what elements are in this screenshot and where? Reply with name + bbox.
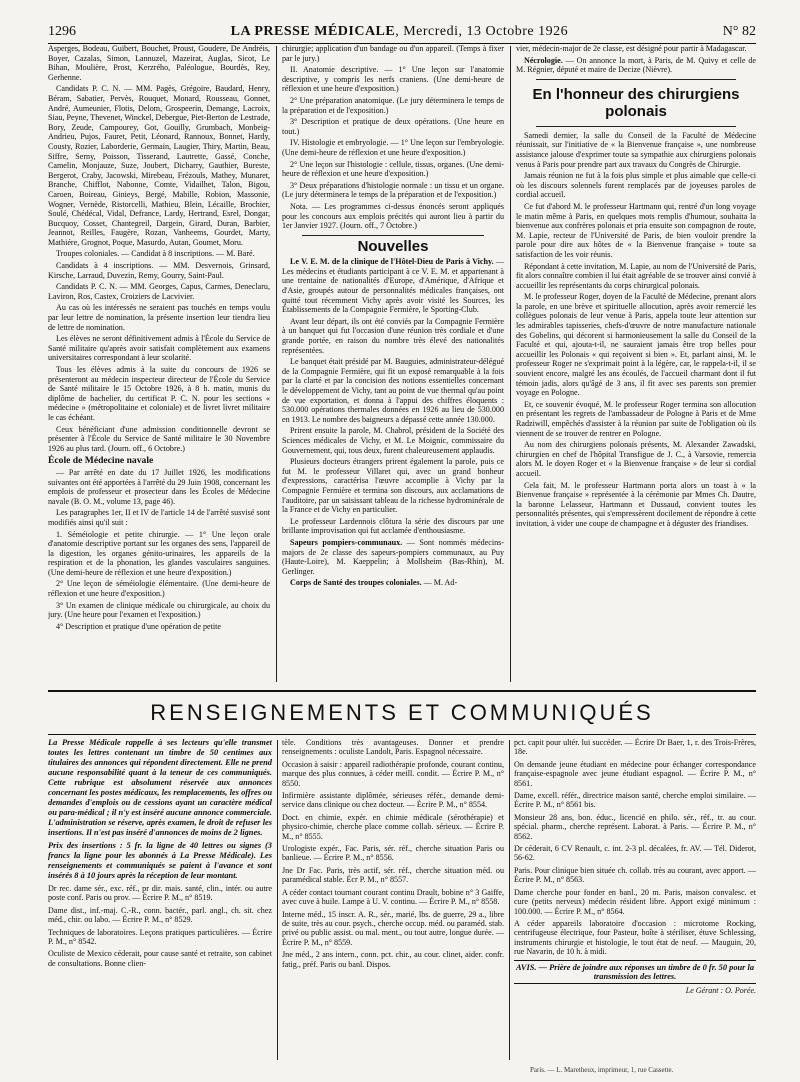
paragraph: chirurgie; application d'un bandage ou d'un appareil. (Temps à fixer par le jury.) bbox=[282, 44, 504, 63]
notice-text: La Presse Médicale rappelle à ses lecteurs qu'elle transmet toutes les lettres contenant un timbre de 50 centimes aux titulaires des annonces qui répondent directement. Elle ne prend aucune responsabilité quant à la teneur de ces communiqués. Cette rubrique est absolument réservée aux annonces concernant les postes médicaux, les remplacements, les offres ou demandes d'emplois ou de cessions ayant un caractère médical ou para-médical ; il n'y est inséré aucune annonce commerciale. L'administration se réserve, après examen, le droit de refuser les insertions. Il n'est pas inséré d'annonces de moins de 2 lignes. bbox=[48, 738, 272, 837]
column-divider bbox=[276, 46, 277, 682]
journal-name: LA PRESSE MÉDICALE bbox=[230, 24, 396, 39]
paragraph: Avant leur départ, ils ont été conviés par la Compagnie Fermière à un banquet qui fut l'occasion d'une réunion très cordiale et d'une grande portée, en raison du nombre très élevé des nationalités représentées. bbox=[282, 316, 504, 355]
classified-ad: Dr céderait, 6 CV Renault, c. int. 2-3 pl. décalées, fr. AV. — Tél. Diderot, 56-62. bbox=[514, 844, 756, 863]
item-heading: Sapeurs pompiers-communaux. bbox=[290, 537, 403, 547]
paragraph: Répondant à cette invitation, M. Lapie, au nom de l'Université de Paris, fit alors connaître combien il lui était agréable de se trouver ainsi convié à accueillir les représentants du corps chirurgical polonais. bbox=[516, 261, 756, 290]
paragraph: Plusieurs docteurs étrangers prirent également la parole, puis ce fut M. le professeur Villaret qui, avec un grand bonheur d'expressions, caractérisa l'œuvre accomplie à Vichy par la Compagnie Fermière et termina son discours, aux acclamations de l'auditoire, par un saisissant tableau de la richesse hydrominérale de la France et de Vichy en particulier. bbox=[282, 457, 504, 515]
paragraph: Ce fut d'abord M. le professeur Hartmann qui, rentré d'un long voyage le matin même à Paris, en quelques mots remplis d'humour, souhaita la bienvenue aux confrères polonais et pria ensuite son compagnon de route, M. Lapie, recteur de l'Université de Paris, de bien vouloir prendre la parole pour dire aux hôtes de « la Bienvenue française » toute sa satisfaction de les voir réunis. bbox=[516, 201, 756, 259]
banner-rule-bottom bbox=[48, 734, 756, 735]
page-number: 1296 bbox=[48, 24, 76, 39]
paragraph: 2° Une préparation anatomique. (Le jury déterminera le temps de la préparation et de l'exposition.) bbox=[282, 95, 504, 115]
paragraph bbox=[516, 56, 756, 75]
classified-ad: Oculiste de Mexico céderait, pour cause santé et retraite, son cabinet de consultations. Bonne clien- bbox=[48, 949, 272, 968]
paragraph: M. le professeur Roger, doyen de la Faculté de Médecine, prenant alors la parole, en une brève et spirituelle allocution, après avoir remercié les collègues polonais de leur venue à Paris, appela toute leur attention sur les admirables tapisseries, chefs-d'œuvre de notre manufacture nationale des Gobelins, qui décorent si harmonieusement la salle du Conseil de la Faculté et qui, ajouta-t-il, ne sauraient jamais être trop belles pour accueillir les Polonais « qui reçoivent si bien ». Et, parlant ainsi, M. le professeur Roger ne s'exprimait point à la légère, car, le rappela-t-il, il se souvient encore, malgré les ans écoulés, de l'accueil charmant dont il fut témoin jadis, alors qu'âgé de 3 ans, il fit avec ses parents son premier voyage en Pologne. bbox=[516, 292, 756, 398]
item-text: — M. Ad- bbox=[423, 578, 458, 588]
classifieds-column-1 bbox=[48, 738, 272, 1062]
paragraph: Tous les élèves admis à la suite du concours de 1926 se présenteront au médecin inspecteur directeur de l'École du Service de Santé militaire le 15 Octobre 1926, à 8 h. matin, munis du diplôme de bachelier, du certificat P. C. N. pour les sections « médecine » (métropolitaine et coloniale) et de livret livret militaire le cas échéant. bbox=[48, 365, 270, 422]
paragraph: II. Anatomie descriptive. — 1° Une leçon sur l'anatomie descriptive, y compris les nerfs craniens. (Une demi-heure de réflexion et une heure d'exposition.) bbox=[282, 65, 504, 94]
issue-number: N° 82 bbox=[722, 24, 756, 39]
classified-ad: Doct. en chimie, expér. en chimie médicale (sérothérapie) et physico-chimie, cherche place comme collab. sérieux. — Écrire P. M., n° 8555. bbox=[282, 812, 504, 841]
paragraph: Candidats à 4 inscriptions. — MM. Desvernois, Grinsard, Kirsche, Larraud, Duvezin, Remy, Gourry, Saint-Paul. bbox=[48, 261, 270, 280]
classifieds-column-2 bbox=[282, 738, 504, 1062]
paragraph: Les paragraphes 1er, II et IV de l'article 14 de l'arrêté susvisé sont modifiés ainsi qu'il suit : bbox=[48, 508, 270, 527]
classified-ad: Techniques de laboratoires. Leçons pratiques particulières. — Écrire P. M., n° 8542. bbox=[48, 927, 272, 947]
issue-date: , Mercredi, 13 Octobre 1926 bbox=[395, 24, 569, 39]
section-title-honneur: En l'honneur des chirurgiens polonais bbox=[532, 85, 740, 120]
classified-ad: tèle. Conditions très avantageuses. Donner et prendre renseignements : oculiste Landolt, Paris. Espagnol nécessaire. bbox=[282, 738, 504, 757]
manager-signature: Le Gérant : O. Porée. bbox=[685, 986, 756, 996]
paragraph: 3° Un examen de clinique médicale ou chirurgicale, au choix du jury. (Une heure pour l'examen et l'exposition.) bbox=[48, 600, 270, 620]
classified-ad: Infirmière assistante diplômée, sérieuses référ., demande demi-service dans clinique ou chez docteur. — Écrire P. M., n° 8554. bbox=[282, 791, 504, 810]
item-text: — Les médecins et étudiants participant à ce V. E. M. et appartenant à une trentaine de nationalités d'Europe, d'Amérique, d'Afrique et d'Asie, groupés autour de personnalités médicales françaises, ont quitté tout récemment Vichy après avoir visité les Sources, les Établissements de la Compagnie Fermière, le Sporting-Club. bbox=[282, 257, 504, 315]
paragraph: vier, médecin-major de 2e classe, est désigné pour partir à Madagascar. bbox=[516, 44, 747, 53]
classified-ad: On demande jeune étudiant en médecine pour échanger correspondance française-espagnole avec jeune étudiant espagnol. — Écrire P. M., n° 8561. bbox=[514, 759, 756, 788]
classifieds-column-3 bbox=[514, 738, 756, 1062]
paragraph: Le professeur Lardennois clôtura la série des discours par une brillante improvisation qui fut acclamée d'enthousiasme. bbox=[282, 516, 504, 536]
classified-ad: Dr rec. dame sér., exc. réf., pr dir. mais. santé, clin., intér. ou autre poste conf. Paris ou prov. — Écrire P. M., n° 8519. bbox=[48, 884, 272, 903]
classified-ad: Jne Dr Fac. Paris, très actif, sér. réf., cherche situation méd. ou paramédical stable. Écr P. M., n° 8557. bbox=[282, 865, 504, 885]
paragraph: Nota. — Les programmes ci-dessus énoncés seront appliqués pour les concours aux emplois précités qui auront lieu à partir du 1er Janvier 1927. (Journ. off., 7 Octobre.) bbox=[282, 201, 504, 231]
paragraph: Et, ce souvenir évoqué, M. le professeur Roger termina son allocution en présentant les regrets de l'ambassadeur de Pologne à Paris et de Mme Radziwill, empêchés d'assister à la réunion par suite de l'obligation où ils viennent de se trouver de rentrer en Pologne. bbox=[516, 399, 756, 438]
classified-ad: Dame cherche pour fonder en banl., 20 m. Paris, maison convalesc. et cure (petits nerveux) médecin résident libre. Apport exigé minimum : 100.000. — Écrire P. M., n° 8564. bbox=[514, 887, 756, 916]
classified-ad: Monsieur 28 ans, bon. éduc., licencié en philo. sér., réf., tr. au cour. spécial. pharm., cherche représent. Laborat. à Paris. — Écrire P. M., n° 8562. bbox=[514, 812, 756, 841]
paragraph: Samedi dernier, la salle du Conseil de la Faculté de Médecine réunissait, sur l'initiative de « la Bienvenue française », une nombreuse assistance jalouse d'exprimer toute sa sympathie aux chirurgiens polonais venus à Paris pour prendre part aux travaux du Congrès de Chirurgie. bbox=[516, 130, 756, 169]
paragraph: Au cas où les intéressés ne seraient pas touchés en temps voulu par leur lettre de nomination, la présente insertion leur tiendra lieu de lettre de nomination. bbox=[48, 303, 270, 332]
section-banner: RENSEIGNEMENTS ET COMMUNIQUÉS bbox=[150, 700, 654, 725]
paragraph: 4° Description et pratique d'une opération de petite bbox=[56, 621, 221, 631]
classified-ad: Paris. Pour clinique bien située ch. collab. très au courant, avec apport. — Écrire P. M., n° 8563. bbox=[514, 865, 756, 885]
page-header bbox=[48, 18, 756, 44]
column-3 bbox=[516, 44, 756, 684]
classified-ad: A céder appareils laboratoire d'occasion : microtome Rocking, centrifugeuse électrique, four Pasteur, boîte à stériliser, étuve Schlessing, instruments chirurgie et histologie, le tout état de neuf. — Mauguin, 20, rue Navarin, de 10 h. à midi. bbox=[514, 918, 756, 957]
section-title-nouvelles: Nouvelles bbox=[357, 237, 429, 255]
item-text: — Sont nommés médecins-majors de 2e classe des sapeurs-pompiers communaux, au Puy (Haute-Loire), M. Kaeppelin; à Mollsheim (Bas-Rhin), M. Gerlinger. bbox=[282, 537, 504, 576]
printer-line: Paris. — L. Maretheux, imprimeur, 1, rue Cassette. bbox=[530, 1066, 674, 1074]
price-text: Prix des insertions : 5 fr. la ligne de 40 lettres ou signes (3 francs la ligne pour les abonnés à La Presse Médicale). Les renseignements et communiqués se paient à l'avance et sont insérés 8 à 10 jours après la réception de leur montant. bbox=[48, 841, 272, 880]
section-heading: École de Médecine navale bbox=[48, 455, 154, 467]
paragraph: 1. Séméiologie et petite chirurgie. — 1° Une leçon orale d'anatomie descriptive portant sur les organes des sens, l'appareil de la digestion, les organes génito-urinaires, les appareils de la respiration et de la phonation, les glandes vasculaires sanguines. (Une demi-heure de réflexion et une heure d'exposition.) bbox=[48, 529, 270, 577]
divider bbox=[536, 126, 736, 127]
journal-title bbox=[231, 24, 569, 40]
item-heading: Le V. E. M. de la clinique de l'Hôtel-Dieu de Paris à Vichy. bbox=[290, 257, 494, 267]
paragraph: — Par arrêté en date du 17 Juillet 1926, les modifications suivantes ont été apportées à l'arrêté du 29 Juin 1908, concernant les emplois de professeur et prosecteur dans les Écoles de Médecine navale (B. O. M., volume 13, page 46). bbox=[48, 467, 270, 506]
item-heading: Nécrologie. bbox=[524, 55, 563, 65]
paragraph: Cela fait, M. le professeur Hartmann porta alors un toast à « la Bienvenue française » représentée à la cérémonie par Mmes Ch. Dautre, la baronne Lelasseur, Hartmann et Dussaud, convient toutes les personnalités présentes, qui s'empressèrent docilement de répondre à cette invitation, à vider une coupe de champagne et à déguster des friandises. bbox=[516, 480, 756, 528]
paragraph: IV. Histologie et embryologie. — 1° Une leçon sur l'embryologie. (Une demi-heure de réflexion et une heure d'exposition.) bbox=[282, 138, 504, 157]
item-text: — On annonce la mort, à Paris, de M. Quivy et celle de M. Régnier, député et maire de Decize (Nièvre). bbox=[516, 55, 756, 75]
paragraph: Candidats P. C. N. — MM. Pagès, Grégoire, Baudard, Henry, Béram, Sabatier, Pervès, Rouquet, Monard, Rousseau, Gonnet, André, Aumeunier, Flotis, Delom, Grospeerin, Demange, Lacroix, Siau, Peyne, Thevenet, Winckel, Debergue, Piet-Berton de Lestrade, Bory, Zeude, Campourey, Got, Gouilly, Grumbach, Monbeig-Andrieu, Pujos, Fauret, Petit, Léonard, Rannoux, Bonnet, Hardy, Cousty, Rozier, Laborderie, Germain, Laugier, Thiry, Martin, Beau, Siffre, Serny, Poisson, Tisserand, Lautrette, Gassé, Conche, Camelin, Monjauze, Suze, Joubert, Dicharry, Gauthier, Bureste, Bergerot, Craby, Jacowski, Mirebeau, Frézouls, Mathey, Munaret, Branche, Chifflot, Nabonne, Comte, Vidailhet, Talon, Bigou, Caroen, Boireau, Ginieys, Bergé, Mabille, Robion, Massonie, Wogner, Vernède, Ristorcelli, Mathieu, Blein, Lécaille, Brochier, Soulé, Chédécal, Vidal, Defrance, Lardy, Hertrand, Esrel, Dongar, Bucquoy, Cosset, Chantegreil, Dargein, Girard, Duran, Barbier, Jeannot, Reilles, Faugère, Rozan, Vanheems, Gourdet, Marty, Mathiére, Grognot, Poque, Masurdo, Autan, Goumet, Moru. bbox=[48, 84, 270, 247]
classified-ad: Occasion à saisir : appareil radiothérapie profonde, courant continu, marque des plus connues, à céder meill. condit. — Écrire P. M., n° 8550. bbox=[282, 759, 504, 788]
paragraph: Les élèves ne seront définitivement admis à l'École du Service de Santé militaire qu'après avoir satisfait complètement aux examens universitaires correspondant à leur scolarité. bbox=[48, 334, 270, 363]
paragraph: Troupes coloniales. — Candidat à 8 inscriptions. — M. Baré. bbox=[56, 249, 255, 259]
paragraph: 3° Description et pratique de deux opérations. (Une heure en tout.) bbox=[282, 117, 504, 136]
classified-ad: pct. capit pour ultér. lui succéder. — Écrire Dr Baer, 1, r. des Trois-Frères, 18e. bbox=[514, 738, 756, 757]
divider bbox=[536, 79, 736, 80]
paragraph: Asperges, Bodeau, Guibert, Bouchet, Proust, Goudere, De Andréis, Boyer, Cazalas, Simon, Lannuzel, Mazeirat, Auglas, Sicot, Le Bihan, Moulière, Prost, Kerzrého, Paléologue, Bourdès, Rey, Gerhenne. bbox=[48, 44, 270, 82]
paragraph bbox=[282, 578, 504, 588]
paragraph: Le banquet était présidé par M. Bauguies, administrateur-délégué de la Compagnie Fermière, qui fit un exposé remarquable à la fois par la clarté et par la concision des notions essentielles concernant le développement de Vichy, tant au point de vue thermal qu'au point de vue exportation, et donna à l'appui des chiffres éloquents : 530.000 opérations thermales données en 1926 au lieu de 530.000 en 1913. Le nombre des baigneurs a dépassé cette année 130.000. bbox=[282, 357, 504, 424]
paragraph bbox=[282, 538, 504, 576]
classified-ad: Jne méd., 2 ans intern., conn. pct. chir., au cour. clinet, aider. confr. fatig., préf. Paris ou banl. Dispos. bbox=[282, 950, 504, 969]
paragraph: 2° Une leçon sur l'histologie : cellule, tissus, organes. (Une demi-heure de réflexion et une heure d'exposition.) bbox=[282, 159, 504, 179]
classified-ad: Interne méd., 15 inscr. A. R., sér., marié, lbs. de guerre, 29 a., libre de suite, très au cour. psych., cherche occup. méd. ou paraméd. stab. privé ou public assist. ou mal. ment., ou tout autre, longue durée. — Écrire P. M., n° 8559. bbox=[282, 909, 504, 947]
classified-ad: A céder contact tournant courant continu Drault, bobine n° 3 Gaiffe, avec cuve à huile. Lampe à U. V. continu. — Écrire P. M., n° 8558. bbox=[282, 887, 504, 907]
classified-ad: Urologiste expér., Fac. Paris, sér. réf., cherche situation Paris ou banlieue. — Écrire P. M., n° 8556. bbox=[282, 844, 504, 863]
avis-notice: AVIS. — Prière de joindre aux réponses un timbre de 0 fr. 50 pour la transmission des lettres. bbox=[514, 960, 756, 985]
column-divider bbox=[277, 740, 278, 1060]
item-heading: Corps de Santé des troupes coloniales. bbox=[290, 578, 422, 588]
column-divider bbox=[509, 740, 510, 1060]
classified-ad: Dame, excell. référ., directrice maison santé, cherche emploi similaire. — Écrire P. M., n° 8561 bis. bbox=[514, 791, 756, 810]
paragraph: Candidats P. C. N. — MM. Georges, Capus, Carmes, Deneclaru, Laviron, Ros, Castex, Croiziers de Lacvivier. bbox=[48, 282, 270, 301]
column-divider bbox=[510, 46, 511, 682]
banner-rule-top bbox=[48, 690, 756, 692]
paragraph bbox=[282, 257, 504, 315]
paragraph: Au nom des chirurgiens polonais présents, M. Alexander Zawadski, chirurgien en chef de l'hôpital Transfigue de J. C., à Varsovie, remercia alors M. le doyen Roger et « la Bienvenue française » de leur si cordial accueil. bbox=[516, 440, 756, 478]
paragraph: 2° Une leçon de séméiologie élémentaire. (Une demi-heure de réflexion et une heure d'exposition.) bbox=[48, 579, 270, 599]
divider bbox=[302, 235, 484, 236]
classified-ad: Dame dist., inf.-maj. C.-R., conn. bactér., parl. angl., ch. sit. chez méd., chir. ou labo. — Écrire P. M., n° 8529. bbox=[48, 905, 272, 925]
paragraph: Ceux bénéficiant d'une admission conditionnelle devront se présenter à l'École du Service de Santé militaire le 30 Novembre 1926 au plus tard. (Journ. off., 6 Octobre.) bbox=[48, 424, 270, 453]
column-2 bbox=[282, 44, 504, 684]
column-1 bbox=[48, 44, 270, 684]
paragraph: Jamais réunion ne fut à la fois plus simple et plus aimable que celle-ci où les discours solennels furent remplacés par de joyeuses paroles de cordial accueil. bbox=[516, 171, 756, 200]
paragraph: 3° Deux préparations d'histologie normale : un tissu et un organe. (Le jury déterminera le temps de la préparation et de l'exposition.) bbox=[282, 180, 504, 200]
paragraph: Prirent ensuite la parole, M. Chabrol, président de la Société des Sciences médicales de Vichy, et M. Le Moignic, commissaire du Gouvernement, qui, tous deux, furent chaleureusement applaudis. bbox=[282, 426, 504, 455]
